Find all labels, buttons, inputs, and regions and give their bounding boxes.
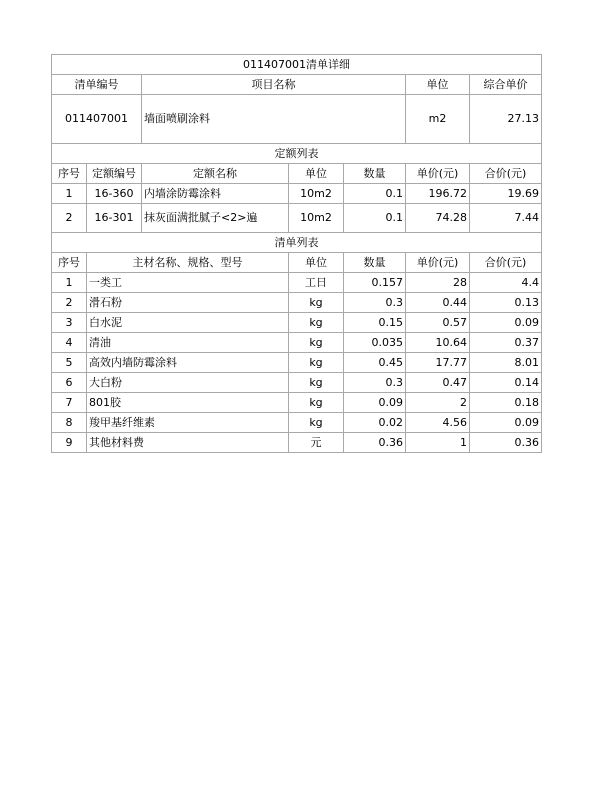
material-price: 1 bbox=[406, 433, 470, 453]
bill-name-header: 项目名称 bbox=[142, 75, 406, 95]
material-unit: kg bbox=[289, 293, 344, 313]
bill-header-row bbox=[52, 75, 542, 95]
material-qty: 0.45 bbox=[344, 353, 406, 373]
bill-code: 011407001 bbox=[52, 95, 142, 144]
material-name: 801胶 bbox=[87, 393, 289, 413]
material-unit: 工日 bbox=[289, 273, 344, 293]
material-qty: 0.3 bbox=[344, 373, 406, 393]
material-rows bbox=[52, 273, 542, 453]
quota-price: 74.28 bbox=[406, 204, 470, 233]
material-name: 清油 bbox=[87, 333, 289, 353]
quota-total: 19.69 bbox=[470, 184, 542, 204]
material-name: 大白粉 bbox=[87, 373, 289, 393]
material-row bbox=[52, 313, 542, 333]
material-row bbox=[52, 333, 542, 353]
material-row bbox=[52, 433, 542, 453]
material-qty: 0.157 bbox=[344, 273, 406, 293]
quota-no: 2 bbox=[52, 204, 87, 233]
bill-unit-header: 单位 bbox=[406, 75, 470, 95]
material-header-name: 主材名称、规格、型号 bbox=[87, 253, 289, 273]
material-price: 0.44 bbox=[406, 293, 470, 313]
material-name: 高效内墙防霉涂料 bbox=[87, 353, 289, 373]
bill-price: 27.13 bbox=[470, 95, 542, 144]
material-price: 17.77 bbox=[406, 353, 470, 373]
quota-header-row bbox=[52, 164, 542, 184]
quota-header-total: 合价(元) bbox=[470, 164, 542, 184]
quota-qty: 0.1 bbox=[344, 204, 406, 233]
quota-code: 16-301 bbox=[87, 204, 142, 233]
material-name: 白水泥 bbox=[87, 313, 289, 333]
bill-name: 墙面喷刷涂料 bbox=[142, 95, 406, 144]
quota-no: 1 bbox=[52, 184, 87, 204]
material-total: 0.13 bbox=[470, 293, 542, 313]
material-unit: kg bbox=[289, 373, 344, 393]
sheet-title-row bbox=[52, 55, 542, 75]
material-total: 4.4 bbox=[470, 273, 542, 293]
material-row bbox=[52, 353, 542, 373]
material-header-unit: 单位 bbox=[289, 253, 344, 273]
material-row bbox=[52, 273, 542, 293]
quota-header-code: 定额编号 bbox=[87, 164, 142, 184]
material-price: 4.56 bbox=[406, 413, 470, 433]
material-name: 滑石粉 bbox=[87, 293, 289, 313]
material-unit: kg bbox=[289, 393, 344, 413]
bill-detail-table bbox=[51, 54, 542, 453]
material-no: 8 bbox=[52, 413, 87, 433]
material-qty: 0.36 bbox=[344, 433, 406, 453]
material-name: 一类工 bbox=[87, 273, 289, 293]
material-unit: kg bbox=[289, 333, 344, 353]
material-unit: kg bbox=[289, 413, 344, 433]
material-unit: 元 bbox=[289, 433, 344, 453]
material-unit: kg bbox=[289, 313, 344, 333]
quota-name: 内墙涂防霉涂料 bbox=[142, 184, 289, 204]
material-no: 7 bbox=[52, 393, 87, 413]
material-name: 其他材料费 bbox=[87, 433, 289, 453]
material-total: 0.36 bbox=[470, 433, 542, 453]
material-total: 0.37 bbox=[470, 333, 542, 353]
quota-row bbox=[52, 184, 542, 204]
material-no: 1 bbox=[52, 273, 87, 293]
material-header-price: 单价(元) bbox=[406, 253, 470, 273]
material-qty: 0.09 bbox=[344, 393, 406, 413]
bill-price-header: 综合单价 bbox=[470, 75, 542, 95]
quota-header-no: 序号 bbox=[52, 164, 87, 184]
sheet-title: 011407001清单详细 bbox=[52, 55, 542, 75]
quota-header-name: 定额名称 bbox=[142, 164, 289, 184]
bill-code-header: 清单编号 bbox=[52, 75, 142, 95]
material-row bbox=[52, 293, 542, 313]
material-no: 3 bbox=[52, 313, 87, 333]
material-total: 8.01 bbox=[470, 353, 542, 373]
material-total: 0.09 bbox=[470, 413, 542, 433]
quota-header-qty: 数量 bbox=[344, 164, 406, 184]
material-no: 6 bbox=[52, 373, 87, 393]
material-row bbox=[52, 393, 542, 413]
quota-header-unit: 单位 bbox=[289, 164, 344, 184]
material-price: 2 bbox=[406, 393, 470, 413]
bill-data-row bbox=[52, 95, 542, 144]
material-price: 10.64 bbox=[406, 333, 470, 353]
material-qty: 0.035 bbox=[344, 333, 406, 353]
material-total: 0.09 bbox=[470, 313, 542, 333]
material-no: 5 bbox=[52, 353, 87, 373]
material-no: 4 bbox=[52, 333, 87, 353]
material-total: 0.14 bbox=[470, 373, 542, 393]
material-header-total: 合价(元) bbox=[470, 253, 542, 273]
quota-unit: 10m2 bbox=[289, 184, 344, 204]
material-qty: 0.3 bbox=[344, 293, 406, 313]
quota-price: 196.72 bbox=[406, 184, 470, 204]
material-price: 28 bbox=[406, 273, 470, 293]
quota-header-price: 单价(元) bbox=[406, 164, 470, 184]
material-row bbox=[52, 373, 542, 393]
material-header-qty: 数量 bbox=[344, 253, 406, 273]
quota-code: 16-360 bbox=[87, 184, 142, 204]
quota-section-title: 定额列表 bbox=[52, 144, 542, 164]
material-no: 2 bbox=[52, 293, 87, 313]
material-unit: kg bbox=[289, 353, 344, 373]
material-name: 羧甲基纤维素 bbox=[87, 413, 289, 433]
material-row bbox=[52, 413, 542, 433]
bill-unit: m2 bbox=[406, 95, 470, 144]
quota-row bbox=[52, 204, 542, 233]
bill-detail-sheet bbox=[51, 54, 541, 453]
material-section-title: 清单列表 bbox=[52, 233, 542, 253]
material-price: 0.47 bbox=[406, 373, 470, 393]
quota-name: 抹灰面满批腻子<2>遍 bbox=[142, 204, 289, 233]
quota-qty: 0.1 bbox=[344, 184, 406, 204]
material-header-row bbox=[52, 253, 542, 273]
material-header-no: 序号 bbox=[52, 253, 87, 273]
material-total: 0.18 bbox=[470, 393, 542, 413]
material-qty: 0.02 bbox=[344, 413, 406, 433]
material-qty: 0.15 bbox=[344, 313, 406, 333]
quota-section-title-row bbox=[52, 144, 542, 164]
material-section-title-row bbox=[52, 233, 542, 253]
quota-unit: 10m2 bbox=[289, 204, 344, 233]
material-no: 9 bbox=[52, 433, 87, 453]
quota-total: 7.44 bbox=[470, 204, 542, 233]
material-price: 0.57 bbox=[406, 313, 470, 333]
